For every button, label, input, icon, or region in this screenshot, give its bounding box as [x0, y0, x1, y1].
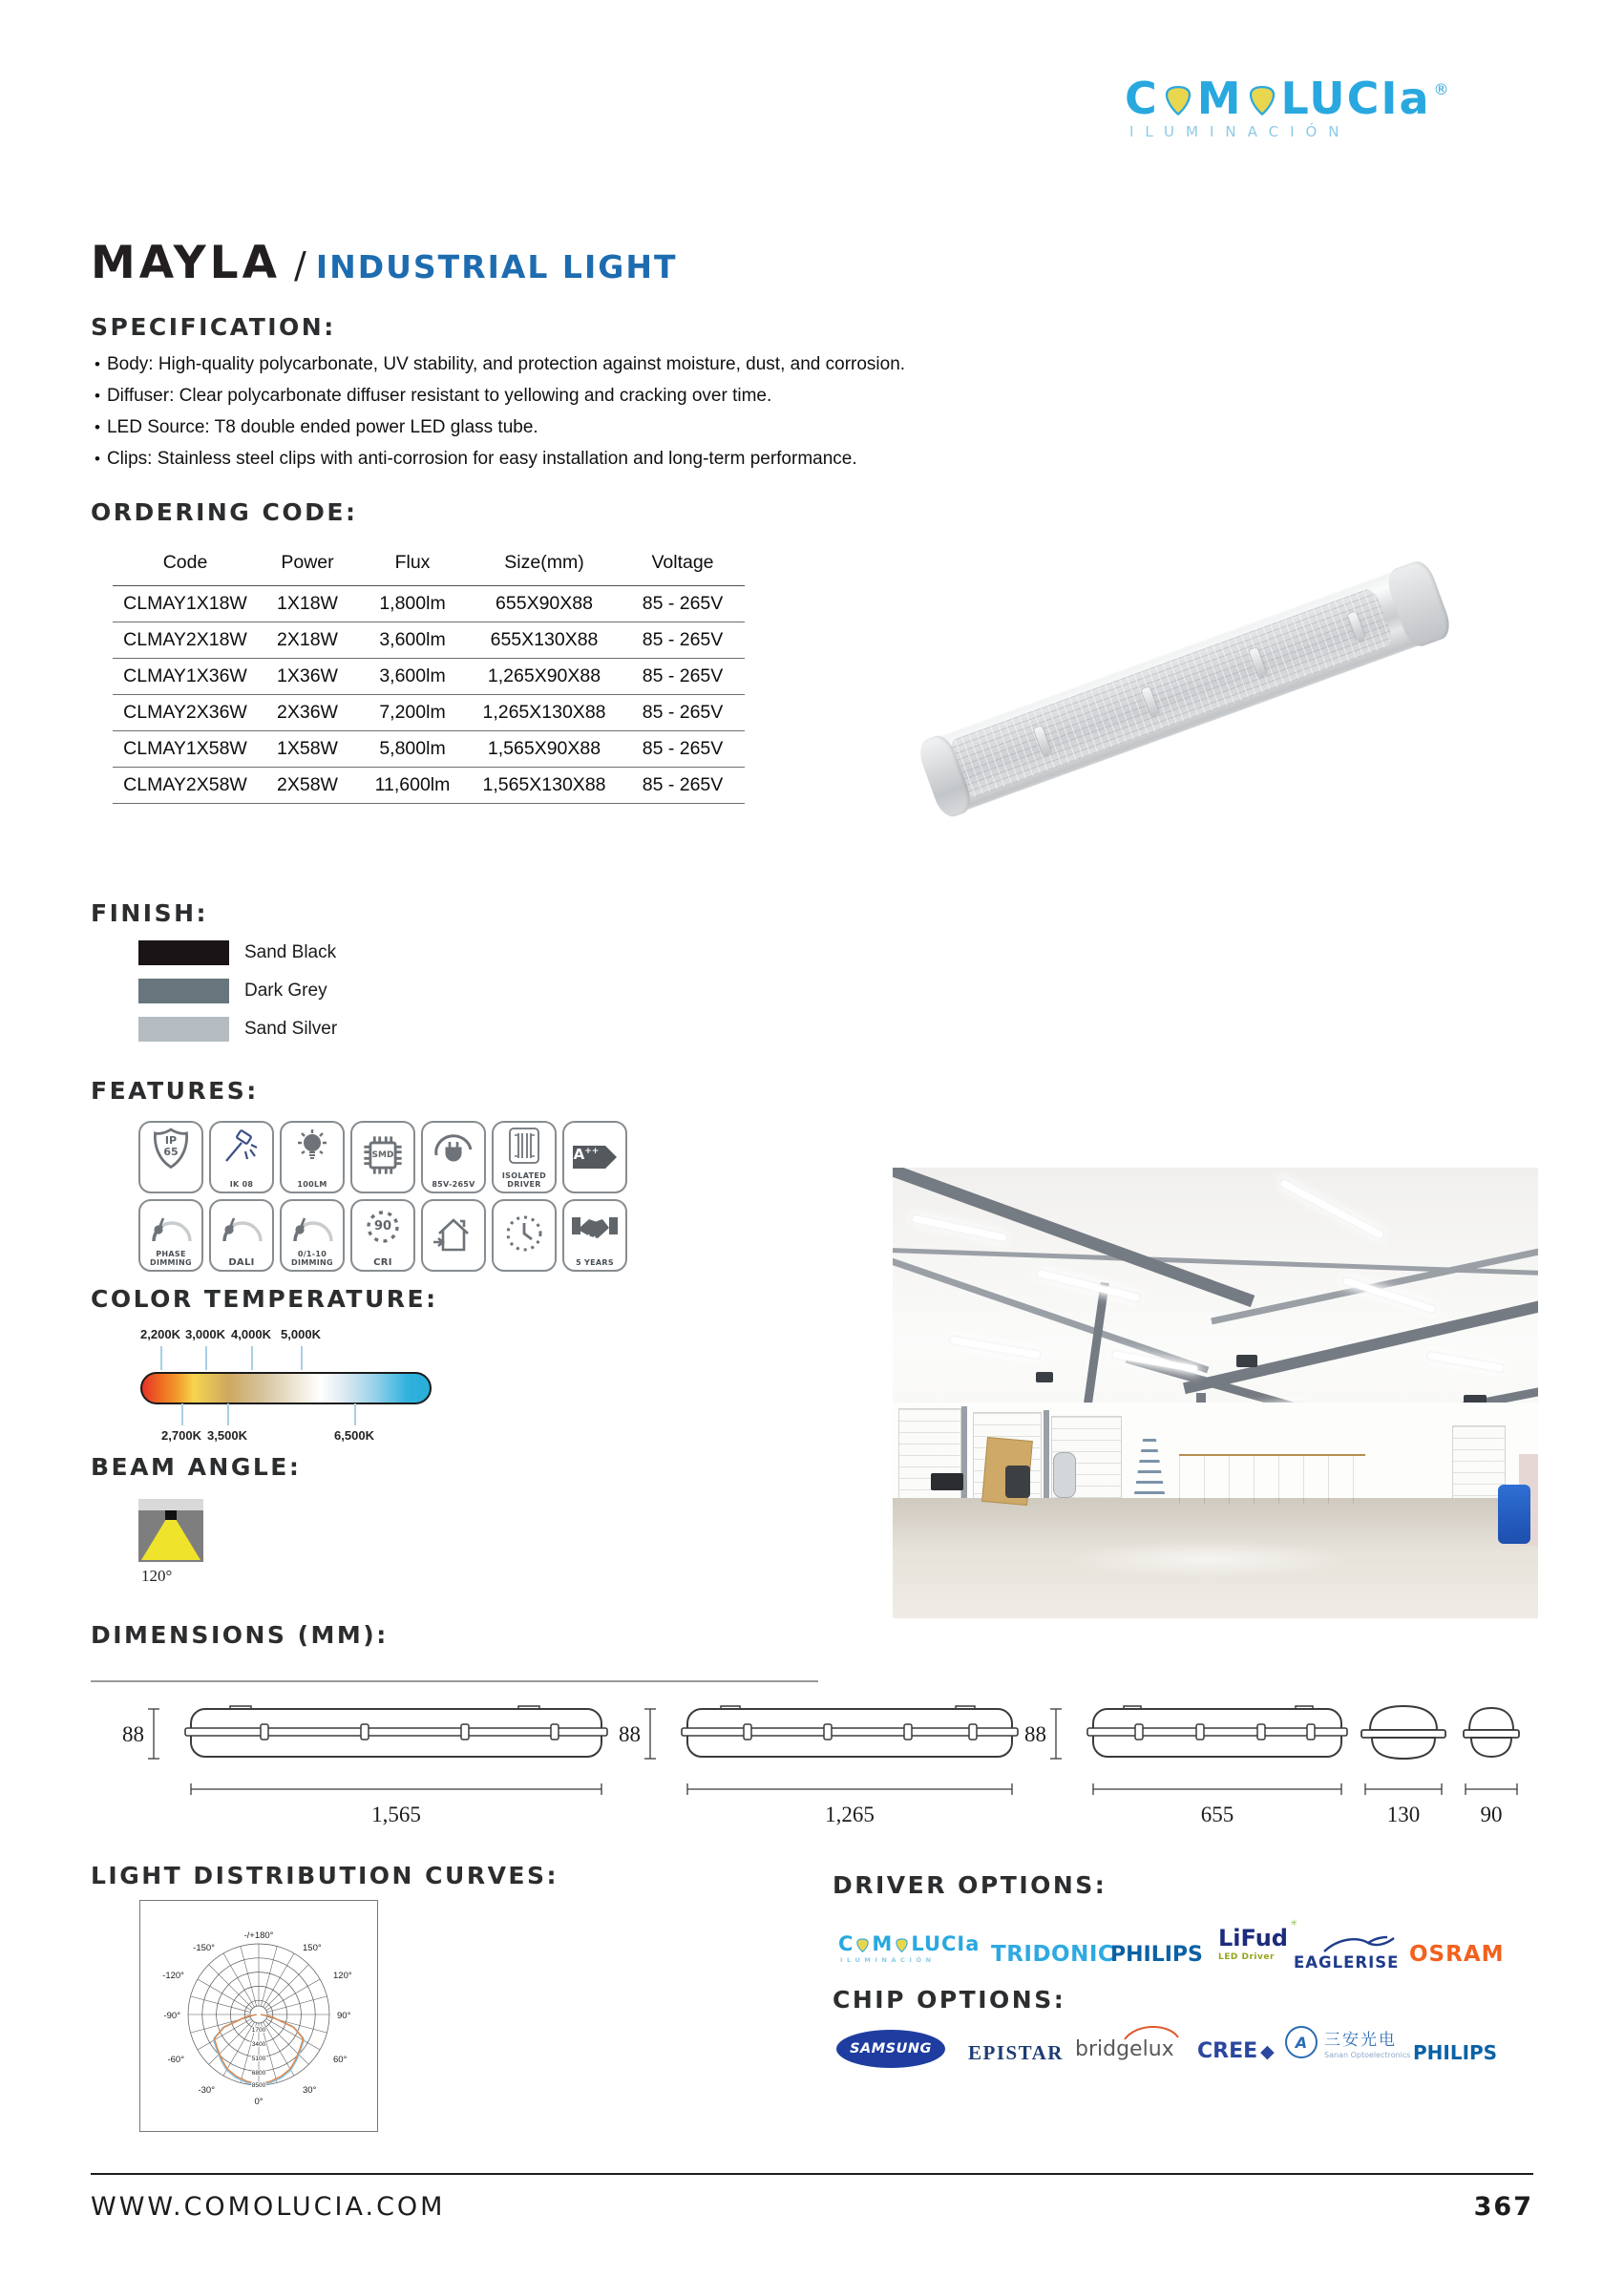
- beam-angle-icon: [138, 1499, 203, 1562]
- feature-dali: [209, 1199, 274, 1272]
- cell-power: 1X36W: [258, 659, 357, 695]
- title-separator: /: [294, 244, 306, 286]
- cell-size: 1,265X130X88: [468, 695, 621, 731]
- cell-power: 2X18W: [258, 622, 357, 659]
- cct-label: 2,700K: [161, 1428, 201, 1443]
- chip-options-heading: CHIP OPTIONS:: [833, 1986, 1066, 2014]
- logo-samsung: [836, 2030, 945, 2068]
- finish-option: [138, 979, 327, 1003]
- feature-0-1-10-dimming: [280, 1199, 345, 1272]
- feature-caption: DIMMING: [150, 1258, 192, 1267]
- table-header-row: [113, 542, 745, 586]
- logo-bridgelux: [1075, 2037, 1174, 2061]
- dim-height-label: 88: [619, 1722, 641, 1746]
- spec-bullet: • Diffuser: Clear polycarbonate diffuser resistant to yellowing and cracking over time.: [95, 387, 1145, 406]
- triproof-fixture: [917, 559, 1452, 818]
- footer-rule: [91, 2173, 1533, 2175]
- logo-letter: M: [1196, 73, 1243, 124]
- logo-petal-icon: [1245, 83, 1279, 117]
- end-view-130: [1361, 1706, 1445, 1795]
- angle-label: -30°: [198, 2085, 215, 2096]
- cell-flux: 7,200lm: [357, 695, 468, 731]
- cct-tick: [160, 1346, 162, 1370]
- side-view-1565: [148, 1706, 607, 1795]
- feature-caption: 0/1-10: [297, 1250, 327, 1258]
- angle-label: 150°: [303, 1943, 322, 1953]
- feature-caption: PHASE: [156, 1250, 186, 1258]
- col-header-code: Code: [113, 542, 258, 586]
- photo-compressor: [1053, 1452, 1076, 1498]
- feature-cri: [350, 1199, 415, 1272]
- cct-label: 5,000K: [281, 1327, 321, 1341]
- feature-caption: 5 YEARS: [576, 1258, 614, 1267]
- cell-code: CLMAY1X18W: [113, 586, 258, 622]
- spec-bullet: • Clips: Stainless steel clips with anti-corrosion for easy installation and long-term performance.: [95, 450, 1145, 469]
- cell-flux: 11,600lm: [357, 768, 468, 804]
- warranty-handshake-icon: [564, 1213, 625, 1245]
- feature-warranty: [562, 1199, 627, 1272]
- brand-logo: [1125, 73, 1507, 140]
- beam-angle-value: 120°: [141, 1567, 173, 1585]
- lifud-spark-icon: ✳: [1290, 1919, 1297, 1929]
- feature-smd: [350, 1121, 415, 1193]
- cct-tick: [301, 1346, 303, 1370]
- cell-code: CLMAY1X58W: [113, 731, 258, 768]
- dali-dial-icon: [211, 1210, 272, 1244]
- cell-code: CLMAY1X36W: [113, 659, 258, 695]
- feature-text: A: [573, 1146, 585, 1163]
- cell-voltage: 85 - 265V: [621, 695, 745, 731]
- eaglerise-bird-icon: [1320, 1934, 1397, 1955]
- cct-label: 6,500K: [334, 1428, 374, 1443]
- voltage-plug-icon: [423, 1130, 484, 1165]
- cct-tick: [205, 1346, 207, 1370]
- application-photo: [893, 1168, 1538, 1618]
- table-row: [113, 622, 745, 659]
- feature-ik08: [209, 1121, 274, 1193]
- ring-label: 5100: [251, 2056, 266, 2062]
- cell-code: CLMAY2X18W: [113, 622, 258, 659]
- feature-phase-dimming: [138, 1199, 203, 1272]
- logo-tridonic: TRIDONIC: [991, 1942, 1115, 1967]
- finish-option: [138, 940, 336, 965]
- logo-subtitle: ILUMINACIÓN: [1129, 123, 1351, 140]
- feature-text: 90: [373, 1219, 392, 1234]
- photo-plywood-stack: [1179, 1454, 1365, 1504]
- logo-letter: C: [838, 1932, 854, 1955]
- cell-size: 655X130X88: [468, 622, 621, 659]
- ring-label: 8500: [251, 2082, 266, 2089]
- cct-label: 2,200K: [140, 1327, 180, 1341]
- beam-cone: [141, 1519, 200, 1560]
- specification-heading: SPECIFICATION:: [91, 313, 336, 341]
- product-photo: [931, 549, 1542, 835]
- table-row: [113, 768, 745, 804]
- beam-source: [165, 1510, 177, 1520]
- isolated-driver-icon: [494, 1126, 555, 1166]
- product-name: MAYLA: [91, 237, 282, 289]
- sanan-a-icon: [1285, 2026, 1318, 2058]
- light-distribution-chart: [139, 1900, 378, 2132]
- finish-label: Sand Silver: [244, 1019, 338, 1039]
- logo-subtext: LED Driver: [1218, 1952, 1275, 1962]
- house-icon: [423, 1213, 484, 1256]
- cree-diamond-icon: ◆: [1260, 2040, 1275, 2062]
- table-row: [113, 659, 745, 695]
- spec-bullet: • Body: High-quality polycarbonate, UV stability, and protection against moisture, dust, and corrosion.: [95, 355, 1145, 374]
- table-row: [113, 586, 745, 622]
- logo-cree: [1197, 2039, 1275, 2063]
- cct-tick: [251, 1346, 253, 1370]
- angle-label: -90°: [163, 2011, 180, 2021]
- logo-text: 三安光电: [1324, 2031, 1397, 2050]
- finish-swatch: [138, 979, 229, 1003]
- bridgelux-arc-icon: [1121, 2022, 1182, 2041]
- table-row: [113, 731, 745, 768]
- logo-subtitle: ILUMINACIÓN: [840, 1956, 936, 1964]
- color-temperature-bar: [140, 1372, 432, 1404]
- logo-text: CREE: [1197, 2039, 1258, 2063]
- cell-power: 1X58W: [258, 731, 357, 768]
- side-view-655: [1050, 1706, 1347, 1795]
- col-header-power: Power: [258, 542, 357, 586]
- page-title: [91, 237, 677, 289]
- distribution-heading: LIGHT DISTRIBUTION CURVES:: [91, 1862, 559, 1889]
- logo-epistar: EPISTAR: [968, 2041, 1064, 2064]
- angle-label: -/+180°: [243, 1930, 274, 1941]
- cell-flux: 5,800lm: [357, 731, 468, 768]
- cct-tick: [227, 1403, 229, 1425]
- logo-text: A: [1295, 2033, 1308, 2052]
- cell-power: 2X36W: [258, 695, 357, 731]
- cell-power: 1X18W: [258, 586, 357, 622]
- ring-label: 3400: [251, 2041, 266, 2048]
- logo-text: LiFud: [1218, 1925, 1288, 1951]
- logo-philips-chip: PHILIPS: [1413, 2041, 1498, 2064]
- angle-label: -120°: [162, 1971, 184, 1981]
- photo-floor-sheen: [1065, 1540, 1351, 1578]
- dim-length-label: 1,565: [371, 1803, 421, 1826]
- feature-isolated-driver: [492, 1121, 557, 1193]
- cell-flux: 3,600lm: [357, 659, 468, 695]
- logo-osram: OSRAM: [1409, 1942, 1505, 1967]
- feature-caption: 100LM: [297, 1180, 327, 1189]
- finish-option: [138, 1017, 337, 1042]
- cct-tick: [181, 1403, 183, 1425]
- logo-text: EAGLERISE: [1294, 1953, 1400, 1972]
- logo-text: SAMSUNG: [850, 2041, 932, 2057]
- logo-petal-icon: [894, 1937, 910, 1953]
- cell-voltage: 85 - 265V: [621, 731, 745, 768]
- cell-voltage: 85 - 265V: [621, 659, 745, 695]
- logo-letter: M: [872, 1932, 894, 1955]
- logo-subtext: Sanan Optoelectronics: [1324, 2051, 1411, 2059]
- dimensions-heading: DIMENSIONS (MM):: [91, 1621, 389, 1649]
- photo-chair: [1005, 1466, 1030, 1498]
- angle-label: 90°: [337, 2011, 351, 2021]
- photo-blue-barrel: [1498, 1485, 1530, 1544]
- feature-caption: ISOLATED: [501, 1171, 547, 1180]
- cell-size: 1,565X130X88: [468, 768, 621, 804]
- logo-letter: C: [1125, 73, 1159, 124]
- dim-height-label: 88: [1024, 1722, 1046, 1746]
- logo-petal-icon: [1161, 83, 1195, 117]
- cct-label: 3,000K: [185, 1327, 225, 1341]
- cell-voltage: 85 - 265V: [621, 768, 745, 804]
- footer-website: WWW.COMOLUCIA.COM: [91, 2192, 446, 2222]
- cell-size: 655X90X88: [468, 586, 621, 622]
- cell-code: CLMAY2X58W: [113, 768, 258, 804]
- cell-flux: 1,800lm: [357, 586, 468, 622]
- footer-page-number: 367: [1473, 2192, 1533, 2222]
- dim-width-label: 130: [1386, 1803, 1421, 1826]
- angle-label: 0°: [254, 2097, 264, 2107]
- dimension-drawings: [91, 1698, 1542, 1841]
- logo-letter: LUCIa: [1280, 73, 1431, 124]
- logo-comolucia: [838, 1934, 980, 1964]
- feature-caption: CRI: [373, 1257, 392, 1268]
- feature-text: SMD: [371, 1150, 394, 1160]
- spec-bullet: • LED Source: T8 double ended power LED glass tube.: [95, 418, 1145, 437]
- cell-voltage: 85 - 265V: [621, 586, 745, 622]
- ordering-code-heading: ORDERING CODE:: [91, 498, 358, 526]
- features-heading: FEATURES:: [91, 1077, 259, 1105]
- logo-sanan: [1285, 2026, 1410, 2059]
- dim-length-label: 1,265: [825, 1803, 875, 1826]
- photo-toolbox: [931, 1473, 963, 1490]
- angle-label: -150°: [193, 1943, 215, 1953]
- finish-swatch: [138, 1017, 229, 1042]
- logo-lifud: [1218, 1919, 1297, 1962]
- beam-angle-heading: BEAM ANGLE:: [91, 1453, 302, 1481]
- cct-label: 3,500K: [207, 1428, 247, 1443]
- phase-dimming-dial-icon: [140, 1210, 201, 1244]
- feature-caption: DALI: [228, 1257, 255, 1268]
- angle-label: 120°: [333, 1971, 352, 1981]
- logo-philips-driver: PHILIPS: [1110, 1943, 1203, 1967]
- finish-swatch: [138, 940, 229, 965]
- end-view-90: [1464, 1708, 1519, 1795]
- dim-length-label: 655: [1200, 1803, 1234, 1826]
- angle-label: 30°: [303, 2085, 317, 2096]
- cell-code: CLMAY2X36W: [113, 695, 258, 731]
- cell-size: 1,265X90X88: [468, 659, 621, 695]
- dim-height-label: 88: [122, 1722, 144, 1746]
- feature-text: ++: [584, 1147, 600, 1156]
- feature-lifetime: [492, 1199, 557, 1272]
- fixture-diffuser: [947, 586, 1395, 799]
- feature-caption: DIMMING: [291, 1258, 333, 1267]
- logo-letter: LUCIa: [911, 1932, 981, 1955]
- ik08-impact-icon: [211, 1129, 272, 1166]
- lumen-bulb-icon: [282, 1127, 343, 1167]
- cell-flux: 3,600lm: [357, 622, 468, 659]
- cell-size: 1,565X90X88: [468, 731, 621, 768]
- dim-width-label: 90: [1480, 1803, 1503, 1826]
- clock-icon: [494, 1212, 555, 1255]
- feature-indoor: [421, 1199, 486, 1272]
- col-header-voltage: Voltage: [621, 542, 745, 586]
- feature-text: 65: [163, 1146, 179, 1158]
- feature-caption: DRIVER: [507, 1180, 541, 1189]
- ring-label: 6800: [251, 2070, 266, 2077]
- color-temperature-heading: COLOR TEMPERATURE:: [91, 1285, 438, 1313]
- photo-column: [1044, 1410, 1049, 1500]
- angle-label: -60°: [167, 2055, 184, 2065]
- side-view-1265: [644, 1706, 1018, 1795]
- photo-heater-unit: [1236, 1355, 1257, 1367]
- photo-heater-unit: [1036, 1372, 1053, 1382]
- table-row: [113, 695, 745, 731]
- specification-list: [95, 355, 1145, 481]
- feature-caption: IK 08: [229, 1180, 254, 1189]
- zero-one-ten-dimming-dial-icon: [282, 1210, 343, 1244]
- finish-heading: FINISH:: [91, 899, 209, 927]
- ordering-code-table: [113, 542, 745, 804]
- logo-petal-icon: [854, 1937, 871, 1953]
- feature-voltage: [421, 1121, 486, 1193]
- driver-options-heading: DRIVER OPTIONS:: [833, 1871, 1107, 1899]
- product-type: INDUSTRIAL LIGHT: [315, 248, 678, 285]
- col-header-size: Size(mm): [468, 542, 621, 586]
- section-rule: [91, 1680, 818, 1682]
- finish-label: Dark Grey: [244, 981, 327, 1001]
- finish-label: Sand Black: [244, 942, 337, 962]
- registered-mark: ®: [1433, 80, 1451, 98]
- beam-ceiling: [138, 1499, 203, 1510]
- col-header-flux: Flux: [357, 542, 468, 586]
- ring-label: 1700: [251, 2027, 266, 2034]
- cct-tick: [354, 1403, 356, 1425]
- feature-100lm: [280, 1121, 345, 1193]
- cell-voltage: 85 - 265V: [621, 622, 745, 659]
- cell-power: 2X58W: [258, 768, 357, 804]
- logo-eaglerise: [1294, 1953, 1399, 1972]
- angle-label: 60°: [333, 2055, 348, 2065]
- feature-ip65: [138, 1121, 203, 1193]
- feature-caption: 85V-265V: [432, 1180, 475, 1189]
- feature-energy-class: [562, 1121, 627, 1193]
- cct-label: 4,000K: [231, 1327, 271, 1341]
- logo-text: bridgelux: [1075, 2037, 1174, 2061]
- feature-text: IP: [164, 1134, 178, 1147]
